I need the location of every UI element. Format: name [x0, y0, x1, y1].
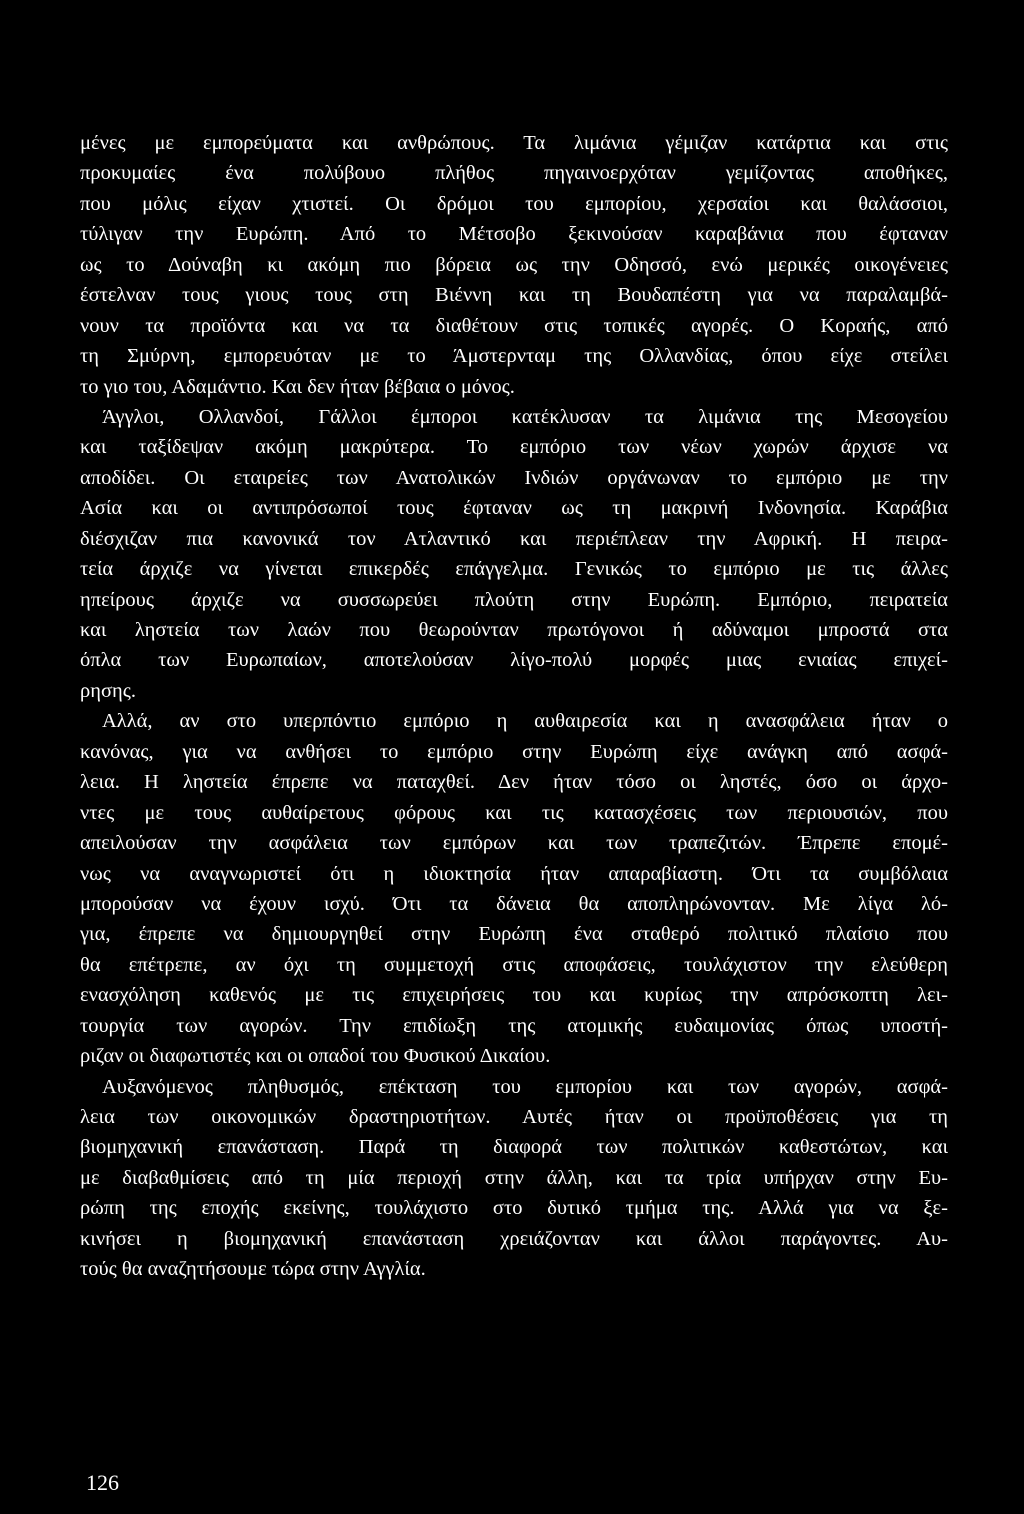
text-line: όπλα των Ευρωπαίων, αποτελούσαν λίγο-πολύ μορφές μιας ενιαίας επιχεί-	[80, 649, 948, 672]
text-line: με διαβαθμίσεις από τη μία περιοχή στην άλλη, και τα τρία υπήρχαν στην Ευ-	[80, 1166, 948, 1189]
text-line: τη Σμύρνη, εμπορευόταν με το Άμστερνταμ της Ολλανδίας, όπου είχε στείλει	[80, 345, 948, 368]
body-text	[80, 128, 948, 1285]
text-line: Αυξανόμενος πληθυσμός, επέκταση του εμπορίου και των αγορών, ασφά-	[102, 1075, 948, 1098]
text-line: ηπείρους άρχιζε να συσσωρεύει πλούτη στην Ευρώπη. Εμπόριο, πειρατεία	[80, 588, 948, 611]
text-line: ντες με τους αυθαίρετους φόρους και τις κατασχέσεις των περιουσιών, που	[80, 801, 948, 824]
text-line: και ταξίδεψαν ακόμη μακρύτερα. Το εμπόριο των νέων χωρών άρχισε να	[80, 436, 948, 459]
text-line: τύλιγαν την Ευρώπη. Από το Μέτσοβο ξεκινούσαν καραβάνια που έφταναν	[80, 223, 948, 246]
text-line: διέσχιζαν πια κανονικά τον Ατλαντικό και περιέπλεαν την Αφρική. Η πειρα-	[80, 527, 948, 550]
text-line: νως να αναγνωριστεί ότι η ιδιοκτησία ήταν απαραβίαστη. Ότι τα συμβόλαια	[80, 862, 948, 885]
text-line: λεια των οικονομικών δραστηριοτήτων. Αυτές ήταν οι προϋποθέσεις για τη	[80, 1106, 948, 1128]
text-line: έστελναν τους γιους τους στη Βιέννη και τη Βουδαπέστη για να παραλαμβά-	[80, 284, 948, 307]
text-line: κινήσει η βιομηχανική επανάσταση χρειάζονταν και άλλοι παράγοντες. Αυ-	[80, 1227, 948, 1250]
text-line: απειλούσαν την ασφάλεια των εμπόρων και των τραπεζιτών. Έπρεπε επομέ-	[80, 832, 948, 855]
text-line: ρησης.	[80, 679, 136, 702]
text-line: νουν τα προϊόντα και να τα διαθέτουν στις τοπικές αγορές. Ο Κοραής, από	[80, 314, 948, 337]
text-line: τούς θα αναζητήσουμε τώρα στην Αγγλία.	[80, 1258, 426, 1281]
text-line: κανόνας, για να ανθήσει το εμπόριο στην Ευρώπη είχε ανάγκη από ασφά-	[80, 740, 948, 763]
text-line: αποδίδει. Οι εταιρείες των Ανατολικών Ινδιών οργάνωναν το εμπόριο με την	[80, 466, 948, 489]
page-number: 126	[86, 1470, 119, 1495]
text-line: και ληστεία των λαών που θεωρούνταν πρωτόγονοι ή αδύναμοι μπροστά στα	[80, 619, 948, 641]
text-line: Άγγλοι, Ολλανδοί, Γάλλοι έμποροι κατέκλυσαν τα λιμάνια της Μεσογείου	[102, 405, 948, 428]
text-line: ενασχόληση καθενός με τις επιχειρήσεις του και κυρίως την απρόσκοπτη λει-	[80, 984, 948, 1007]
text-line: προκυμαίες ένα πολύβουο πλήθος πηγαινοερχόταν γεμίζοντας αποθήκες,	[80, 162, 948, 185]
text-line: Αλλά, αν στο υπερπόντιο εμπόριο η αυθαιρεσία και η ανασφάλεια ήταν ο	[102, 710, 948, 733]
text-line: που μόλις είχαν χτιστεί. Οι δρόμοι του εμπορίου, χερσαίοι και θαλάσσιοι,	[80, 192, 948, 215]
text-line: το γιο του, Αδαμάντιο. Και δεν ήταν βέβαια ο μόνος.	[80, 375, 515, 398]
text-line: θα επέτρεπε, αν όχι τη συμμετοχή στις αποφάσεις, τουλάχιστον την ελεύθερη	[80, 953, 948, 976]
text-line: λεια. Η ληστεία έπρεπε να παταχθεί. Δεν ήταν τόσο οι ληστές, όσο οι άρχο-	[80, 771, 948, 794]
text-line: τεία άρχιζε να γίνεται επικερδές επάγγελμα. Γενικώς το εμπόριο με τις άλλες	[80, 558, 948, 581]
text-line: ρώπη της εποχής εκείνης, τουλάχιστο στο δυτικό τμήμα της. Αλλά για να ξε-	[80, 1197, 948, 1220]
text-line: ως το Δούναβη κι ακόμη πιο βόρεια ως την Οδησσό, ενώ μερικές οικογένειες	[80, 253, 948, 276]
text-line: μπορούσαν να έχουν ισχύ. Ότι τα δάνεια θα αποπληρώνονταν. Με λίγα λό-	[80, 892, 948, 915]
text-line: τουργία των αγορών. Την επιδίωξη της ατομικής ευδαιμονίας όπως υποστή-	[80, 1014, 948, 1037]
text-line: Ασία και οι αντιπρόσωποί τους έφταναν ως τη μακρινή Ινδονησία. Καράβια	[80, 497, 948, 520]
text-line: για, έπρεπε να δημιουργηθεί στην Ευρώπη ένα σταθερό πολιτικό πλαίσιο που	[80, 923, 948, 946]
text-line: μένες με εμπορεύματα και ανθρώπους. Τα λιμάνια γέμιζαν κατάρτια και στις	[80, 132, 948, 154]
text-line: ριζαν οι διαφωτιστές και οι οπαδοί του Φυσικού Δικαίου.	[80, 1045, 551, 1068]
text-line: βιομηχανική επανάσταση. Παρά τη διαφορά των πολιτικών καθεστώτων, και	[80, 1136, 948, 1159]
